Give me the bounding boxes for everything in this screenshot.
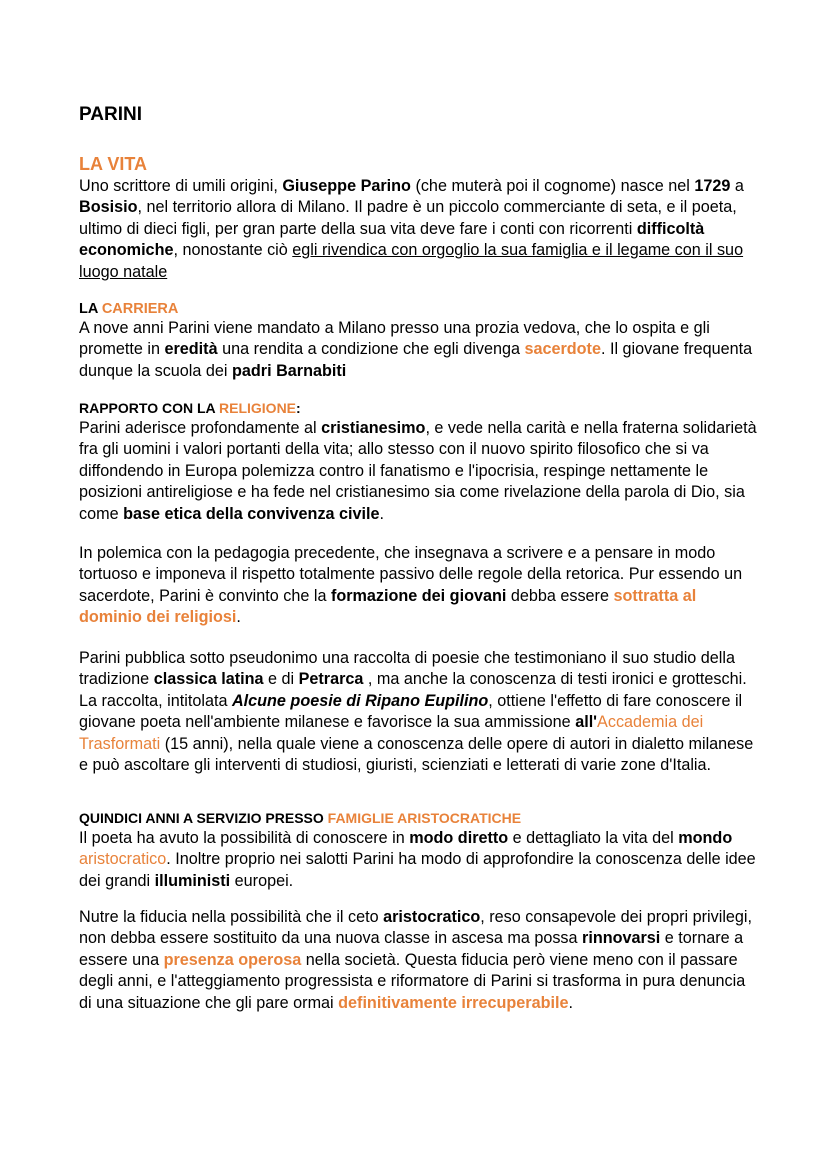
paragraph-religione-1: Parini aderisce profondamente al cristianesimo, e vede nella carità e nella fraterna solidarietà fra gli uomini i valori portanti della vita; allo stesso con il nuovo spirito filosofico che si va diffondendo in Europa polemizza contro il fanatismo e l'ipocrisia, respinge nettamente le posizioni antireligiose e ha fede nel cristianesimo sia come rivelazione della parola di Dio, sia come base etica della convivenza civile.: [79, 419, 757, 523]
section-heading-vita: LA VITA: [79, 154, 147, 174]
paragraph-famiglie-2: Nutre la fiducia nella possibilità che il ceto aristocratico, reso consapevole dei propri privilegi, non debba essere sostituito da una nuova classe in ascesa ma possa rinnovarsi e tornare a essere una presenza operosa nella società. Questa fiducia però viene meno con il passare degli anni, e l'atteggiamento progressista e riformatore di Parini si trasforma in pura denuncia di una situazione che gli pare ormai definitivamente irrecuperabile.: [79, 908, 753, 1012]
paragraph-carriera: A nove anni Parini viene mandato a Milano presso una prozia vedova, che lo ospita e gli promette in eredità una rendita a condizione che egli divenga sacerdote. Il giovane frequenta dunque la scuola dei padri Barnabiti: [79, 319, 753, 380]
page-title: PARINI: [79, 104, 142, 125]
section-heading-carriera: LA CARRIERA: [79, 301, 179, 317]
section-heading-religione: RAPPORTO CON LA RELIGIONE:: [79, 400, 301, 416]
paragraph-famiglie-1: Il poeta ha avuto la possibilità di conoscere in modo diretto e dettagliato la vita del mondo aristocratico. Inoltre proprio nei salotti Parini ha modo di approfondire la conoscenza delle idee dei grandi illuministi europei.: [79, 829, 756, 890]
section-heading-famiglie: QUINDICI ANNI A SERVIZIO PRESSO FAMIGLIE ARISTOCRATICHE: [79, 810, 522, 826]
paragraph-vita: Uno scrittore di umili origini, Giuseppe Parino (che muterà poi il cognome) nasce nel 1729 a Bosisio, nel territorio allora di Milano. Il padre è un piccolo commerciante di seta, e il poeta, ultimo di dieci figli, per gran parte della sua vita deve fare i conti con ricorrenti difficoltà economiche, nonostante ciò egli rivendica con orgoglio la sua famiglia e il legame con il suo luogo natale: [79, 177, 744, 281]
paragraph-religione-2: In polemica con la pedagogia precedente, che insegnava a scrivere e a pensare in modo tortuoso e imponeva il rispetto totalmente passivo delle regole della retorica. Pur essendo un sacerdote, Parini è convinto che la formazione dei giovani debba essere sottratta al dominio dei religiosi.: [79, 544, 743, 627]
paragraph-religione-3: Parini pubblica sotto pseudonimo una raccolta di poesie che testimoniano il suo studio della tradizione classica latina e di Petrarca , ma anche la conoscenza di testi ironici e grotteschi. La raccolta, intitolata Alcune poesie di Ripano Eupilino, ottiene l'effetto di fare conoscere il giovane poeta nell'ambiente milanese e favorisce la sua ammissione all'Accademia dei Trasformati (15 anni), nella quale viene a conoscenza delle opere di autori in dialetto milanese e può ascoltare gli interventi di studiosi, giuristi, scienziati e letterati di varie zone d'Italia.: [79, 649, 754, 775]
